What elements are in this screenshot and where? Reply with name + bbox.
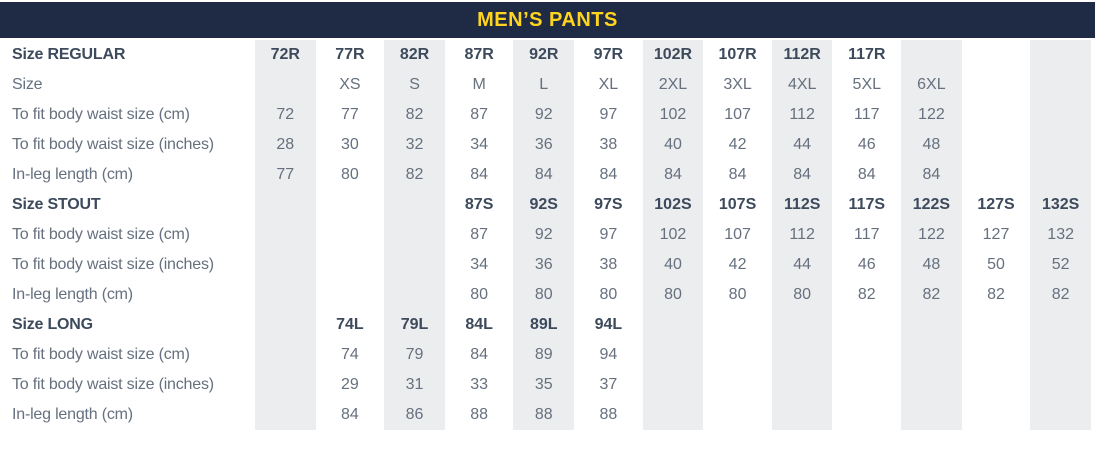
table-row <box>4 40 1091 70</box>
size-code-cell <box>255 310 316 340</box>
size-code-cell: 97S <box>594 196 623 213</box>
size-code-cell <box>901 310 962 340</box>
value-cell: 80 <box>470 286 489 303</box>
value-cell: 87 <box>470 226 489 243</box>
size-code-cell: 97R <box>593 46 624 63</box>
value-cell <box>1030 160 1091 190</box>
value-cell: 50 <box>987 256 1005 273</box>
value-cell: 87 <box>470 106 489 123</box>
value-cell: 80 <box>341 166 359 183</box>
table-row <box>4 160 1091 190</box>
table-row <box>4 100 1091 130</box>
table-row <box>4 250 1091 280</box>
value-cell: 29 <box>341 376 359 393</box>
size-code-cell: 87R <box>464 46 494 63</box>
value-cell: 46 <box>857 136 876 153</box>
table-row <box>4 370 1091 400</box>
value-cell: 35 <box>513 370 574 400</box>
size-code-cell <box>255 190 316 220</box>
value-cell: 117 <box>854 106 880 123</box>
value-cell <box>643 400 704 430</box>
value-cell: 38 <box>599 136 618 153</box>
value-cell: 42 <box>728 136 747 153</box>
value-cell: 30 <box>341 136 359 153</box>
size-code-cell <box>384 190 445 220</box>
size-code-cell <box>836 310 897 340</box>
size-code-cell: 87S <box>464 196 494 213</box>
value-cell: 97 <box>599 106 618 123</box>
value-cell: L <box>513 70 574 100</box>
value-cell: 112 <box>772 100 833 130</box>
value-cell <box>707 370 768 400</box>
size-code-cell: 84L <box>465 316 493 333</box>
table-row <box>4 280 1091 310</box>
value-cell: M <box>472 76 486 93</box>
value-cell: 122 <box>901 100 962 130</box>
row-label: To fit body waist size (cm) <box>12 226 190 243</box>
value-cell: 117 <box>854 226 880 243</box>
value-cell: 32 <box>384 130 445 160</box>
value-cell: 48 <box>901 250 962 280</box>
value-cell <box>707 400 768 430</box>
page-title: MEN’S PANTS <box>477 8 618 31</box>
size-code-cell <box>320 190 381 220</box>
value-cell <box>836 370 897 400</box>
size-code-cell: 102S <box>643 190 704 220</box>
value-cell <box>384 280 445 310</box>
value-cell <box>320 250 381 280</box>
value-cell: 84 <box>470 346 489 363</box>
value-cell: 84 <box>857 166 876 183</box>
value-cell: 38 <box>599 256 618 273</box>
size-code-cell: 92R <box>513 40 574 70</box>
title-bar <box>0 2 1095 38</box>
value-cell <box>255 70 316 100</box>
size-code-cell <box>707 310 768 340</box>
value-cell <box>1030 130 1091 160</box>
size-code-cell <box>772 310 833 340</box>
size-code-cell <box>901 40 962 70</box>
row-label: To fit body waist size (cm) <box>12 346 190 363</box>
size-code-cell <box>966 40 1027 70</box>
value-cell: 127 <box>982 226 1010 243</box>
value-cell: 52 <box>1030 250 1091 280</box>
row-label: In-leg length (cm) <box>12 286 133 303</box>
value-cell: 84 <box>341 406 359 423</box>
size-code-cell: 89L <box>513 310 574 340</box>
size-code-cell <box>966 310 1027 340</box>
value-cell <box>255 340 316 370</box>
value-cell <box>1030 100 1091 130</box>
value-cell <box>772 400 833 430</box>
table-row <box>4 190 1091 220</box>
value-cell: 6XL <box>901 70 962 100</box>
value-cell <box>966 100 1027 130</box>
value-cell: 82 <box>857 286 876 303</box>
value-cell: 92 <box>513 100 574 130</box>
size-code-cell: 74L <box>336 316 364 333</box>
value-cell <box>901 370 962 400</box>
value-cell <box>1030 70 1091 100</box>
value-cell: 3XL <box>723 76 752 93</box>
value-cell <box>320 220 381 250</box>
value-cell: 72 <box>255 100 316 130</box>
value-cell <box>384 220 445 250</box>
value-cell: 28 <box>255 130 316 160</box>
value-cell: 4XL <box>772 70 833 100</box>
value-cell: 44 <box>772 130 833 160</box>
size-code-cell <box>1030 40 1091 70</box>
value-cell <box>836 400 897 430</box>
value-cell: 80 <box>599 286 618 303</box>
value-cell <box>966 340 1027 370</box>
value-cell <box>1030 340 1091 370</box>
value-cell <box>255 400 316 430</box>
value-cell: 31 <box>384 370 445 400</box>
size-code-cell <box>643 310 704 340</box>
table-row <box>4 130 1091 160</box>
value-cell <box>1030 370 1091 400</box>
size-code-cell: 72R <box>255 40 316 70</box>
value-cell: XL <box>598 76 619 93</box>
row-label: In-leg length (cm) <box>12 406 133 423</box>
size-code-cell: 127S <box>977 196 1015 213</box>
value-cell: 80 <box>772 280 833 310</box>
value-cell: 74 <box>341 346 359 363</box>
table-row <box>4 400 1091 430</box>
value-cell <box>966 70 1027 100</box>
value-cell: 34 <box>470 136 489 153</box>
value-cell <box>966 400 1027 430</box>
value-cell: 94 <box>599 346 618 363</box>
value-cell <box>255 250 316 280</box>
value-cell: 36 <box>513 250 574 280</box>
table-row <box>4 340 1091 370</box>
value-cell: 86 <box>384 400 445 430</box>
value-cell <box>772 340 833 370</box>
table-row <box>4 310 1091 340</box>
value-cell: 84 <box>772 160 833 190</box>
value-cell: 82 <box>1030 280 1091 310</box>
value-cell: 97 <box>599 226 618 243</box>
value-cell <box>255 370 316 400</box>
row-label: To fit body waist size (inches) <box>12 376 214 393</box>
value-cell: 89 <box>513 340 574 370</box>
value-cell <box>966 130 1027 160</box>
value-cell: 102 <box>643 100 704 130</box>
value-cell <box>707 340 768 370</box>
value-cell <box>643 370 704 400</box>
row-label: Size <box>12 76 43 93</box>
value-cell: 88 <box>599 406 618 423</box>
value-cell: 107 <box>724 226 751 243</box>
value-cell: 33 <box>470 376 489 393</box>
value-cell: 37 <box>599 376 618 393</box>
value-cell: 132 <box>1030 220 1091 250</box>
size-code-cell: 82R <box>384 40 445 70</box>
size-code-cell: 107S <box>718 196 757 213</box>
value-cell: 112 <box>772 220 833 250</box>
size-code-cell: 79L <box>384 310 445 340</box>
value-cell: 102 <box>643 220 704 250</box>
value-cell <box>255 220 316 250</box>
row-label: Size STOUT <box>12 196 101 213</box>
row-label: In-leg length (cm) <box>12 166 133 183</box>
value-cell <box>966 370 1027 400</box>
value-cell: 77 <box>341 106 359 123</box>
size-code-cell: 122S <box>901 190 962 220</box>
size-table-body <box>4 40 1091 430</box>
value-cell: 80 <box>643 280 704 310</box>
value-cell: 82 <box>384 160 445 190</box>
size-code-cell: 107R <box>718 46 757 63</box>
value-cell: 84 <box>901 160 962 190</box>
value-cell: 2XL <box>643 70 704 100</box>
value-cell <box>836 340 897 370</box>
value-cell: 44 <box>772 250 833 280</box>
size-table <box>0 40 1095 430</box>
value-cell: 48 <box>901 130 962 160</box>
size-code-cell: 132S <box>1030 190 1091 220</box>
value-cell: 34 <box>470 256 489 273</box>
size-code-cell: 117S <box>848 196 886 213</box>
value-cell <box>643 340 704 370</box>
value-cell: 82 <box>987 286 1005 303</box>
value-cell: 88 <box>470 406 489 423</box>
value-cell: 80 <box>728 286 747 303</box>
value-cell: 42 <box>728 256 747 273</box>
value-cell: 79 <box>384 340 445 370</box>
table-row <box>4 220 1091 250</box>
row-label: To fit body waist size (inches) <box>12 136 214 153</box>
value-cell: 5XL <box>852 76 882 93</box>
value-cell: 122 <box>901 220 962 250</box>
value-cell: 84 <box>643 160 704 190</box>
size-code-cell: 117R <box>848 46 886 63</box>
size-code-cell <box>1030 310 1091 340</box>
value-cell: 46 <box>857 256 876 273</box>
value-cell: 40 <box>643 250 704 280</box>
value-cell <box>901 340 962 370</box>
row-label: Size REGULAR <box>12 46 126 63</box>
value-cell <box>320 280 381 310</box>
value-cell: 88 <box>513 400 574 430</box>
row-label: To fit body waist size (inches) <box>12 256 214 273</box>
value-cell: 92 <box>513 220 574 250</box>
value-cell <box>966 160 1027 190</box>
size-code-cell: 112S <box>772 190 833 220</box>
value-cell: 84 <box>728 166 747 183</box>
row-label: To fit body waist size (cm) <box>12 106 190 123</box>
size-code-cell: 92S <box>513 190 574 220</box>
size-code-cell: 102R <box>643 40 704 70</box>
value-cell: 84 <box>599 166 618 183</box>
value-cell: 82 <box>901 280 962 310</box>
value-cell: 107 <box>724 106 751 123</box>
value-cell <box>901 400 962 430</box>
value-cell: 40 <box>643 130 704 160</box>
table-row <box>4 70 1091 100</box>
value-cell: XS <box>339 76 361 93</box>
value-cell: 80 <box>513 280 574 310</box>
value-cell: 82 <box>384 100 445 130</box>
value-cell <box>255 280 316 310</box>
size-code-cell: 94L <box>594 316 623 333</box>
row-label: Size LONG <box>12 316 93 333</box>
value-cell: 77 <box>255 160 316 190</box>
value-cell: 84 <box>513 160 574 190</box>
value-cell <box>384 250 445 280</box>
value-cell <box>772 370 833 400</box>
value-cell <box>1030 400 1091 430</box>
value-cell: S <box>384 70 445 100</box>
value-cell: 84 <box>470 166 489 183</box>
size-code-cell: 112R <box>772 40 833 70</box>
value-cell: 36 <box>513 130 574 160</box>
size-code-cell: 77R <box>335 46 365 63</box>
